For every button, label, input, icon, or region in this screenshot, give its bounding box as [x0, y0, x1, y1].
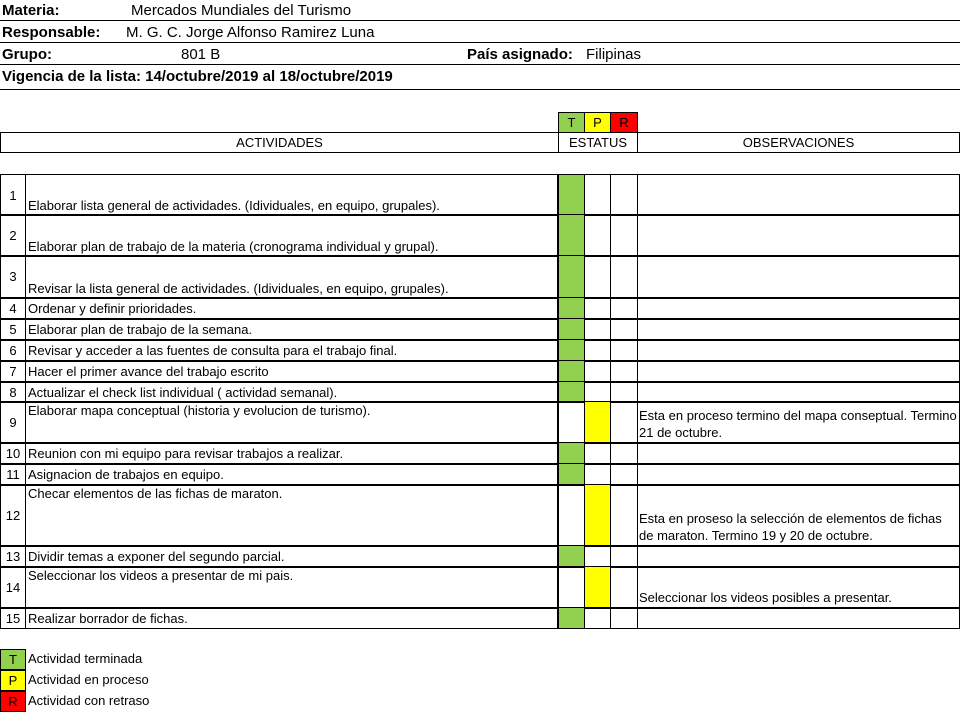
observation-cell	[637, 607, 960, 629]
status-cell-p	[584, 214, 611, 257]
status-cell-p	[584, 174, 611, 216]
status-cell-t	[558, 339, 585, 362]
activity-cell: Asignacion de trabajos en equipo.	[25, 463, 558, 486]
status-cell-r	[610, 297, 638, 320]
status-cell-t	[558, 255, 585, 299]
status-key-p: P	[584, 112, 611, 133]
row-number: 2	[0, 214, 26, 257]
activity-cell: Reunion con mi equipo para revisar trabajos a realizar.	[25, 442, 558, 465]
status-cell-r	[610, 174, 638, 216]
responsable-row	[0, 22, 960, 43]
status-key-r: R	[610, 112, 638, 133]
legend-key: P	[0, 670, 26, 691]
legend-label: Actividad terminada	[28, 651, 143, 666]
activity-cell: Dividir temas a exponer del segundo parcial.	[25, 545, 558, 568]
observation-cell: Esta en proseso la selección de elementos de fichas de maraton. Termino 19 y 20 de octubre.	[637, 484, 960, 547]
row-number: 3	[0, 255, 26, 299]
activity-cell: Elaborar lista general de actividades. (Idividuales, en equipo, grupales).	[25, 174, 558, 216]
status-cell-p	[584, 442, 611, 465]
activity-cell: Actualizar el check list individual ( actividad semanal).	[25, 381, 558, 403]
status-cell-t	[558, 442, 585, 465]
observation-cell	[637, 255, 960, 299]
status-cell-p	[584, 545, 611, 568]
status-cell-t	[558, 545, 585, 568]
status-key-t: T	[558, 112, 585, 133]
observation-cell	[637, 381, 960, 403]
observation-cell	[637, 463, 960, 486]
materia-row	[0, 0, 960, 21]
observation-cell	[637, 545, 960, 568]
observation-cell: Esta en proceso termino del mapa conseptual. Termino 21 de octubre.	[637, 401, 960, 444]
legend-key: R	[0, 691, 26, 712]
observation-cell	[637, 174, 960, 216]
activity-cell: Revisar y acceder a las fuentes de consulta para el trabajo final.	[25, 339, 558, 362]
status-cell-t	[558, 297, 585, 320]
observation-cell	[637, 214, 960, 257]
status-cell-r	[610, 484, 638, 547]
column-header-actividades: ACTIVIDADES	[0, 132, 559, 153]
row-number: 8	[0, 381, 26, 403]
status-cell-r	[610, 463, 638, 486]
activity-cell: Elaborar plan de trabajo de la semana.	[25, 318, 558, 341]
observation-cell	[637, 297, 960, 320]
grupo-value: 801 B	[181, 46, 221, 63]
status-cell-t	[558, 484, 585, 547]
row-number: 11	[0, 463, 26, 486]
vigencia-row	[0, 66, 960, 90]
responsable-label: Responsable:	[2, 24, 101, 41]
row-number: 14	[0, 566, 26, 609]
status-cell-p	[584, 360, 611, 383]
status-cell-t	[558, 360, 585, 383]
row-number: 4	[0, 297, 26, 320]
status-cell-t	[558, 607, 585, 629]
status-cell-p	[584, 339, 611, 362]
grupo-label: Grupo:	[2, 46, 52, 63]
row-number: 12	[0, 484, 26, 547]
activity-cell: Elaborar plan de trabajo de la materia (cronograma individual y grupal).	[25, 214, 558, 257]
activity-cell: Realizar borrador de fichas.	[25, 607, 558, 629]
row-number: 7	[0, 360, 26, 383]
status-cell-r	[610, 545, 638, 568]
materia-value: Mercados Mundiales del Turismo	[131, 2, 352, 19]
status-cell-p	[584, 255, 611, 299]
status-cell-t	[558, 174, 585, 216]
grupo-row	[0, 44, 960, 65]
vigencia-text: Vigencia de la lista: 14/octubre/2019 al 18/octubre/2019	[2, 68, 393, 85]
column-header-estatus: ESTATUS	[558, 132, 638, 153]
responsable-value: M. G. C. Jorge Alfonso Ramirez Luna	[126, 24, 375, 41]
status-cell-t	[558, 401, 585, 444]
materia-label: Materia:	[2, 2, 60, 19]
status-cell-r	[610, 214, 638, 257]
status-cell-p	[584, 484, 611, 547]
status-cell-r	[610, 360, 638, 383]
legend-key: T	[0, 649, 26, 670]
status-cell-r	[610, 401, 638, 444]
observation-cell	[637, 442, 960, 465]
row-number: 6	[0, 339, 26, 362]
status-cell-r	[610, 566, 638, 609]
activity-cell: Checar elementos de las fichas de maraton.	[25, 484, 558, 547]
column-header-observaciones: OBSERVACIONES	[637, 132, 960, 153]
activity-cell: Ordenar y definir prioridades.	[25, 297, 558, 320]
row-number: 13	[0, 545, 26, 568]
status-cell-p	[584, 463, 611, 486]
status-cell-p	[584, 566, 611, 609]
activity-cell: Seleccionar los videos a presentar de mi pais.	[25, 566, 558, 609]
observation-cell: Seleccionar los videos posibles a presentar.	[637, 566, 960, 609]
row-number: 1	[0, 174, 26, 216]
activity-cell: Elaborar mapa conceptual (historia y evolucion de turismo).	[25, 401, 558, 444]
activity-cell: Hacer el primer avance del trabajo escrito	[25, 360, 558, 383]
row-number: 15	[0, 607, 26, 629]
status-cell-t	[558, 566, 585, 609]
legend-label: Actividad con retraso	[28, 693, 150, 708]
status-cell-r	[610, 381, 638, 403]
pais-label: País asignado:	[467, 46, 573, 63]
status-cell-r	[610, 442, 638, 465]
status-cell-p	[584, 401, 611, 444]
row-number: 5	[0, 318, 26, 341]
observation-cell	[637, 339, 960, 362]
status-cell-r	[610, 339, 638, 362]
legend-label: Actividad en proceso	[28, 672, 149, 687]
row-number: 10	[0, 442, 26, 465]
row-number: 9	[0, 401, 26, 444]
status-cell-t	[558, 381, 585, 403]
status-cell-r	[610, 318, 638, 341]
activity-cell: Revisar la lista general de actividades. (Idividuales, en equipo, grupales).	[25, 255, 558, 299]
status-cell-t	[558, 214, 585, 257]
observation-cell	[637, 360, 960, 383]
status-cell-t	[558, 463, 585, 486]
status-cell-p	[584, 607, 611, 629]
status-cell-r	[610, 255, 638, 299]
observation-cell	[637, 318, 960, 341]
status-cell-p	[584, 297, 611, 320]
status-cell-r	[610, 607, 638, 629]
status-cell-p	[584, 318, 611, 341]
pais-value: Filipinas	[586, 46, 642, 63]
status-cell-p	[584, 381, 611, 403]
status-cell-t	[558, 318, 585, 341]
